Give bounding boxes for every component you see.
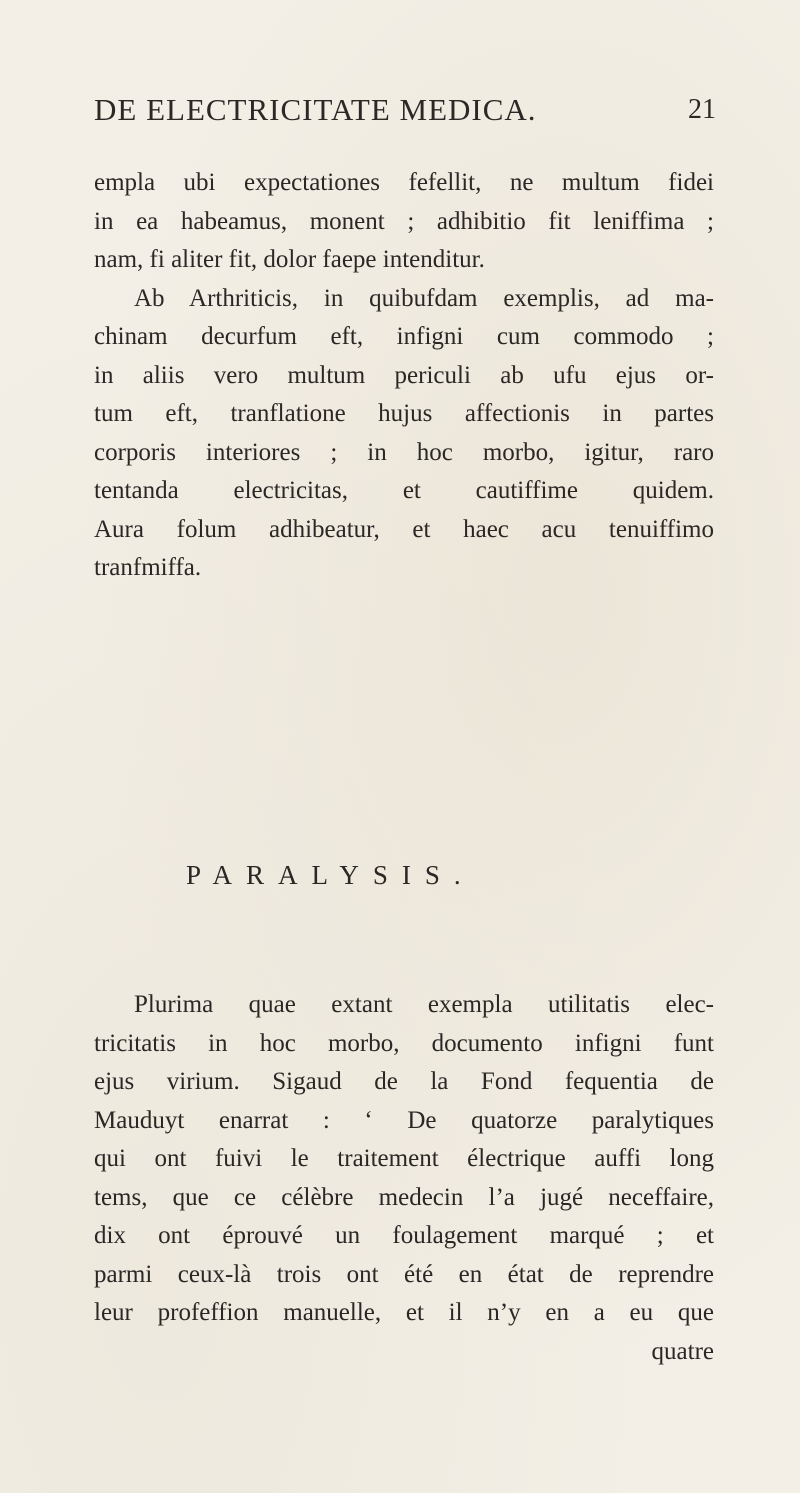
text-line: dix ont éprouvé un foulagement marqué ; et	[94, 1222, 714, 1249]
body-text-top	[94, 164, 714, 588]
text-line: parmi ceux-là trois ont été en état de reprendre	[94, 1260, 714, 1288]
text-line: Ab Arthriticis, in quibufdam exemplis, ad ma-	[134, 284, 714, 312]
text-line: tems, que ce célèbre medecin l’a jugé neceffaire,	[94, 1183, 714, 1211]
running-title: DE ELECTRICITATE MEDICA.	[94, 92, 537, 127]
section-heading: PARALYSIS.	[186, 860, 475, 890]
text-line: Aura folum adhibeatur, et haec acu tenuiffimo	[94, 515, 714, 543]
text-line: empla ubi expectationes fefellit, ne multum fidei	[94, 169, 714, 196]
catchword: quatre	[651, 1337, 714, 1365]
text-line: tricitatis in hoc morbo, documento infigni funt	[94, 1029, 714, 1057]
text-line: tranfmiffa.	[94, 554, 202, 581]
text-line: Mauduyt enarrat : ‘ De quatorze paralytiques	[94, 1106, 714, 1134]
body-text-bottom	[94, 986, 714, 1371]
text-line: chinam decurfum eft, infigni cum commodo ;	[94, 323, 714, 350]
text-line: in aliis vero multum periculi ab ufu ejus or-	[94, 361, 714, 389]
text-line: corporis interiores ; in hoc morbo, igitur, raro	[94, 438, 714, 466]
running-head	[94, 92, 716, 132]
text-line: tentanda electricitas, et cautiffime quidem.	[94, 477, 714, 504]
text-line: nam, fi aliter fit, dolor faepe intenditur.	[94, 246, 485, 273]
text-line: tum eft, tranflatione hujus affectionis in partes	[94, 400, 714, 427]
text-line: ejus virium. Sigaud de la Fond fequentia de	[94, 1068, 714, 1095]
text-line: qui ont fuivi le traitement électrique auffi long	[94, 1145, 714, 1172]
text-line: Plurima quae extant exempla utilitatis elec-	[134, 991, 714, 1018]
text-line: in ea habeamus, monent ; adhibitio fit leniffima ;	[94, 207, 714, 235]
page-number: 21	[688, 94, 716, 125]
text-line: leur profeffion manuelle, et il n’y en a eu que	[94, 1299, 714, 1326]
